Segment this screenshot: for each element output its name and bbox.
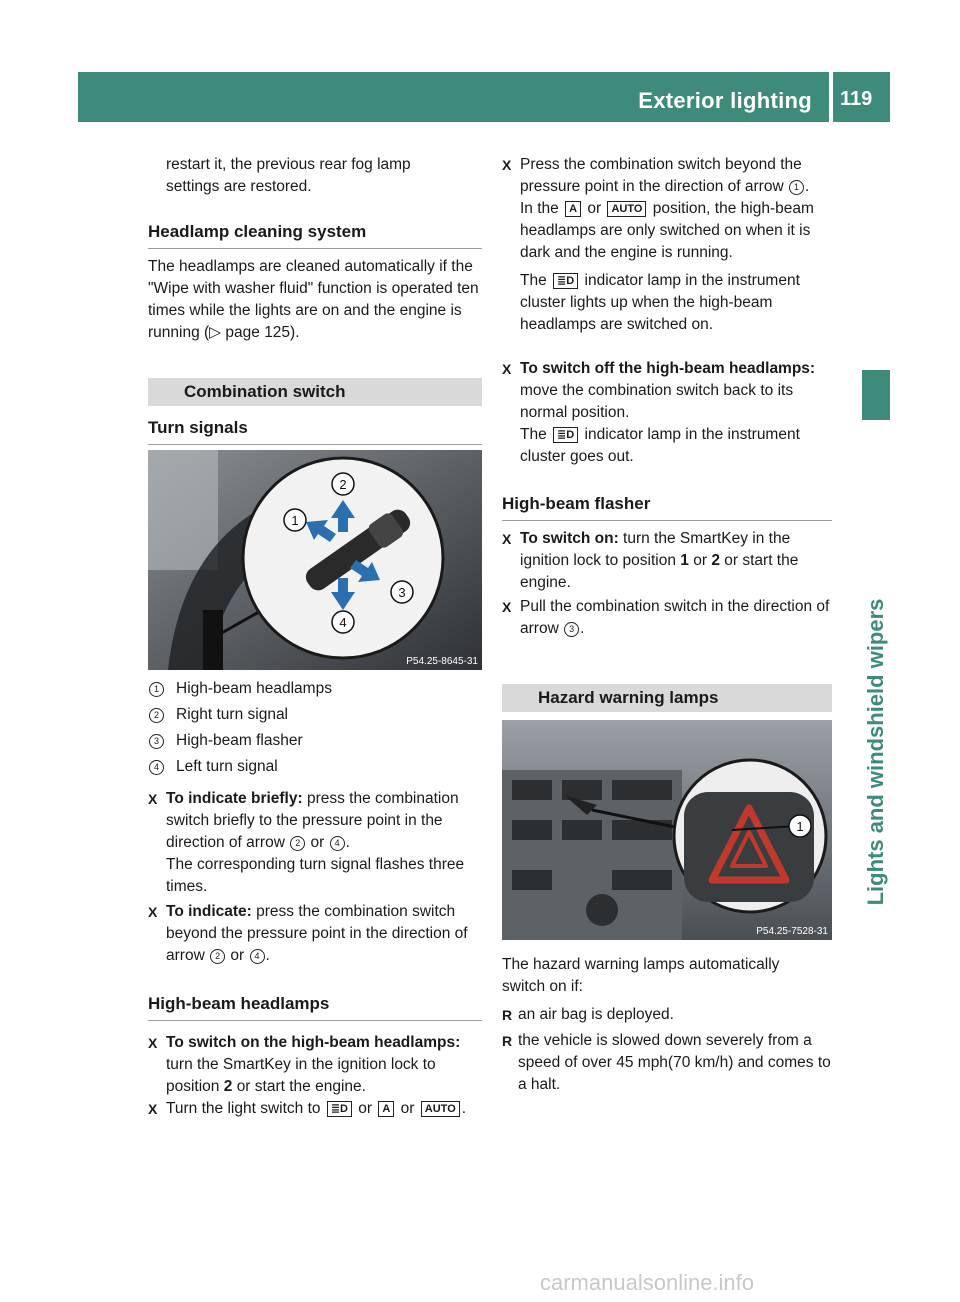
fig1-callout-2: 2 bbox=[339, 477, 347, 492]
heading-turn-signals: Turn signals bbox=[148, 418, 482, 445]
arrow-ref: 2 bbox=[290, 836, 305, 851]
legend-label: High-beam flasher bbox=[176, 732, 303, 749]
chapter-title: Lights and windshield wipers bbox=[863, 598, 888, 906]
position-value: 1 bbox=[680, 552, 689, 569]
instruction-step bbox=[148, 1032, 482, 1098]
instruction-step: X Turn the light switch to ≣D or A or AUTO . bbox=[148, 1098, 482, 1120]
legend-item bbox=[148, 756, 278, 778]
step-title: To indicate briefly: bbox=[166, 790, 303, 807]
instruction-step bbox=[502, 528, 836, 594]
position-value: 2 bbox=[223, 1078, 233, 1095]
arrow-ref: 3 bbox=[564, 622, 579, 637]
step-text: indicator lamp in the instrument cluster lights up when the high-beam headlamps are switched on. bbox=[520, 272, 800, 333]
high-beam-icon: ≣D bbox=[327, 1101, 352, 1117]
intro-text: restart it, the previous rear fog lamp settings are restored. bbox=[166, 156, 411, 195]
step-text: In the bbox=[520, 200, 559, 217]
watermark: carmanualsonline.info bbox=[540, 1270, 755, 1295]
legend-item bbox=[148, 730, 303, 752]
banner-combination-switch bbox=[148, 378, 482, 406]
step-text: or bbox=[400, 1100, 415, 1117]
fig1-code: P54.25-8645-31 bbox=[406, 656, 478, 667]
step-text: Turn the light switch to bbox=[166, 1100, 321, 1117]
legend-number: 3 bbox=[149, 734, 164, 749]
instruction-step: X Pull the combination switch in the direction of arrow 3 . bbox=[502, 596, 836, 640]
step-text: press the combination switch briefly to the pressure point in the direction of arrow bbox=[166, 790, 459, 851]
step-text: press the combination switch beyond the pressure point in the direction of arrow bbox=[166, 903, 468, 964]
step-text: indicator lamp in the instrument cluster goes out. bbox=[520, 426, 800, 465]
arrow-ref: 4 bbox=[330, 836, 345, 851]
legend-number: 4 bbox=[149, 760, 164, 775]
heading-headlamp-cleaning: Headlamp cleaning system bbox=[148, 222, 482, 249]
step-text: move the combination switch back to its normal position. bbox=[520, 382, 794, 421]
auto-a-icon: A bbox=[378, 1101, 394, 1117]
fig1-callout-3: 3 bbox=[398, 585, 406, 600]
step-text: or bbox=[358, 1100, 373, 1117]
header-title: Exterior lighting bbox=[638, 88, 812, 113]
step-text: or bbox=[693, 552, 708, 569]
step-text: turn the SmartKey in the ignition lock to position bbox=[166, 1056, 436, 1095]
high-beam-icon: ≣D bbox=[553, 427, 578, 443]
step-text: or start the engine. bbox=[236, 1078, 366, 1095]
page-number: 119 bbox=[840, 88, 873, 110]
combination-switch-figure bbox=[148, 450, 482, 670]
step-text: position, the high-beam headlamps are only switched on when it is dark and the engine is running. bbox=[520, 200, 814, 261]
heading-high-beam-flasher: High-beam flasher bbox=[502, 494, 832, 521]
cleaning-text: The headlamps are cleaned automatically if the "Wipe with washer fluid" function is operated ten times while the lights are on and the engine is running (▷ page 125). bbox=[148, 258, 479, 341]
instruction-step: X Press the combination switch beyond the pressure point in the direction of arrow 1 . In the A or AUTO position, the high-beam headlamps are only switched on when it is dark and the engine is running. The ≣D indicator lamp in the instrument cluster lights up when the high-beam headlamps are switched on. bbox=[502, 154, 836, 336]
step-text: The bbox=[520, 426, 547, 443]
legend-label: Left turn signal bbox=[176, 758, 278, 775]
instruction-step bbox=[502, 358, 836, 468]
arrow-ref: 1 bbox=[789, 180, 804, 195]
legend-label: Right turn signal bbox=[176, 706, 289, 723]
fig2-callout-1: 1 bbox=[796, 819, 804, 834]
auto-a-icon: A bbox=[565, 201, 581, 217]
legend-label: High-beam headlamps bbox=[176, 680, 332, 697]
legend-item bbox=[148, 704, 288, 726]
step-text: The corresponding turn signal flashes three times. bbox=[166, 856, 465, 895]
step-text: turn the SmartKey in the ignition lock to position bbox=[520, 530, 791, 569]
step-text: Press the combination switch beyond the pressure point in the direction of arrow bbox=[520, 156, 802, 195]
bullet-item: R the vehicle is slowed down severely from a speed of over 45 mph(70 km/h) and comes to a halt. bbox=[502, 1030, 838, 1096]
instruction-step: X To indicate briefly: press the combination switch briefly to the pressure point in the direction of arrow 2 or 4 . The corresponding turn signal flashes three times. bbox=[148, 788, 482, 898]
instruction-step: X To indicate: press the combination switch beyond the pressure point in the direction of arrow 2 or 4 . bbox=[148, 901, 482, 967]
auto-headlamp-icon: AUTO bbox=[607, 201, 646, 217]
step-text: or start the engine. bbox=[520, 552, 799, 591]
hazard-switch-figure bbox=[502, 720, 832, 940]
legend-number: 2 bbox=[149, 708, 164, 723]
header-separator bbox=[829, 72, 833, 122]
fig1-callout-1: 1 bbox=[291, 513, 299, 528]
banner-label: Hazard warning lamps bbox=[538, 688, 719, 707]
step-title: To switch off the high-beam headlamps: bbox=[520, 360, 816, 377]
chapter-tab bbox=[862, 370, 890, 420]
position-value: 2 bbox=[711, 552, 720, 569]
step-title: To switch on the high-beam headlamps: bbox=[166, 1034, 461, 1051]
heading-high-beam: High-beam headlamps bbox=[148, 994, 482, 1021]
legend-item bbox=[148, 678, 332, 700]
fig1-callout-4: 4 bbox=[339, 615, 347, 630]
step-text: or bbox=[587, 200, 602, 217]
fig2-code: P54.25-7528-31 bbox=[756, 926, 828, 937]
auto-headlamp-icon: AUTO bbox=[421, 1101, 460, 1117]
legend-number: 1 bbox=[149, 682, 164, 697]
banner-hazard-warning bbox=[502, 684, 832, 712]
bullet-item: R an air bag is deployed. bbox=[502, 1004, 838, 1026]
arrow-ref: 2 bbox=[210, 949, 225, 964]
step-text: or bbox=[310, 834, 325, 851]
step-text: or bbox=[230, 947, 245, 964]
step-title: To switch on: bbox=[520, 530, 619, 547]
step-text: Pull the combination switch in the direction of arrow bbox=[520, 598, 830, 637]
arrow-ref: 4 bbox=[250, 949, 265, 964]
step-text: The bbox=[520, 272, 547, 289]
banner-label: Combination switch bbox=[184, 382, 346, 401]
hazard-text: The hazard warning lamps automatically switch on if: bbox=[502, 956, 780, 995]
step-title: To indicate: bbox=[166, 903, 252, 920]
high-beam-icon: ≣D bbox=[553, 273, 578, 289]
